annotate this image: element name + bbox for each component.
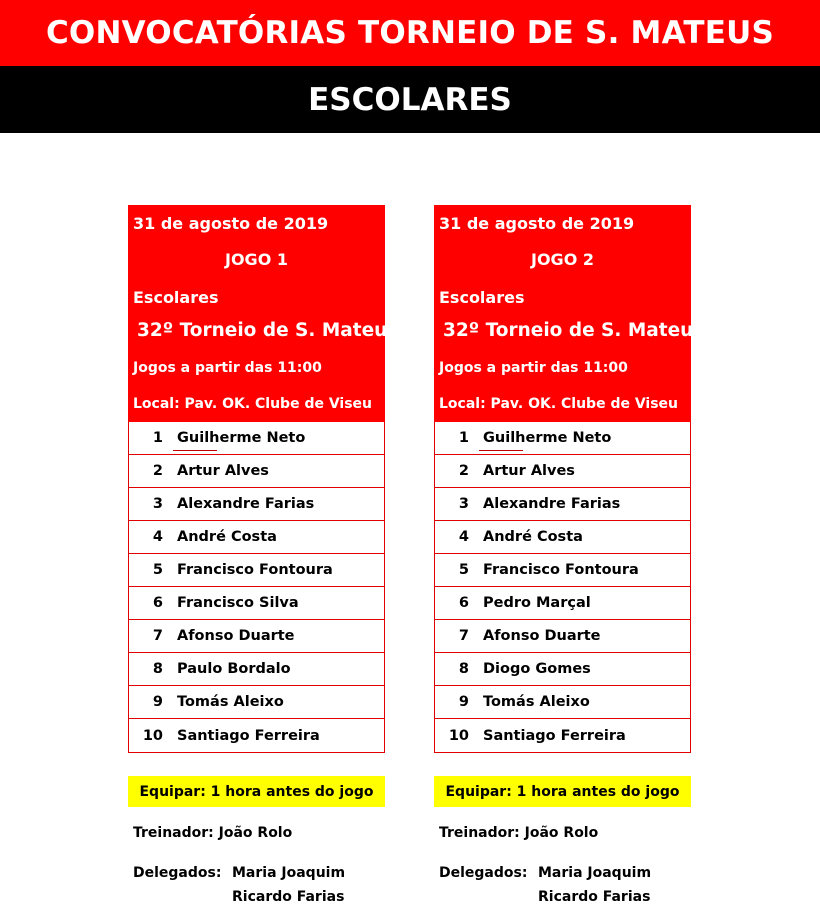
game-number: JOGO 1 xyxy=(225,250,288,269)
equip-note: Equipar: 1 hora antes do jogo xyxy=(434,776,691,807)
player-name: Diogo Gomes xyxy=(483,661,591,677)
banner-subtitle: ESCOLARES xyxy=(0,66,820,133)
player-number: 9 xyxy=(458,694,469,710)
player-name: Afonso Duarte xyxy=(483,628,601,644)
player-number: 4 xyxy=(152,529,163,545)
player-number: 3 xyxy=(458,496,469,512)
player-row xyxy=(129,587,384,620)
delegates-block xyxy=(128,865,385,913)
game-date: 31 de agosto de 2019 xyxy=(133,214,329,233)
coach-line: Treinador: João Rolo xyxy=(133,825,293,841)
delegates-block xyxy=(434,865,691,913)
player-number: 8 xyxy=(458,661,469,677)
game-time: Jogos a partir das 11:00 xyxy=(439,360,628,376)
player-row xyxy=(129,422,384,455)
player-row xyxy=(435,488,690,521)
delegates-label: Delegados: xyxy=(133,865,222,881)
player-name: Artur Alves xyxy=(483,463,575,479)
player-number: 4 xyxy=(458,529,469,545)
player-name: Santiago Ferreira xyxy=(177,727,320,744)
player-number: 3 xyxy=(152,496,163,512)
player-name: Santiago Ferreira xyxy=(483,727,626,744)
player-name: Guilherme Neto xyxy=(177,430,306,446)
player-row xyxy=(129,620,384,653)
player-row xyxy=(435,686,690,719)
player-row xyxy=(129,719,384,752)
player-number: 2 xyxy=(458,463,469,479)
player-number: 5 xyxy=(458,562,469,578)
player-name: Alexandre Farias xyxy=(177,496,315,512)
player-row xyxy=(129,488,384,521)
tournament-name: 32º Torneio de S. Mateus xyxy=(443,320,705,341)
player-row xyxy=(435,422,690,455)
player-name: Francisco Fontoura xyxy=(483,562,639,578)
player-number: 7 xyxy=(458,628,469,644)
player-number: 1 xyxy=(152,430,163,446)
game-header xyxy=(434,205,705,422)
player-number: 1 xyxy=(458,430,469,446)
player-name: Tomás Aleixo xyxy=(483,694,590,710)
player-row xyxy=(435,554,690,587)
player-number: 6 xyxy=(458,595,469,611)
player-row xyxy=(129,521,384,554)
player-name: Afonso Duarte xyxy=(177,628,295,644)
player-number: 8 xyxy=(152,661,163,677)
player-name: Francisco Fontoura xyxy=(177,562,333,578)
game-header xyxy=(128,205,399,422)
game-card-1 xyxy=(128,205,399,913)
game-category: Escolares xyxy=(133,288,219,307)
player-name: Paulo Bordalo xyxy=(177,661,291,677)
player-row xyxy=(435,653,690,686)
player-row xyxy=(435,521,690,554)
player-number: 5 xyxy=(152,562,163,578)
player-name: Tomás Aleixo xyxy=(177,694,284,710)
player-name: Guilherme Neto xyxy=(483,430,612,446)
player-name: Alexandre Farias xyxy=(483,496,621,512)
player-row xyxy=(435,719,690,752)
player-name: Pedro Marçal xyxy=(483,595,591,611)
player-list xyxy=(434,422,691,753)
player-number: 10 xyxy=(142,727,163,744)
delegate-name: Ricardo Farias xyxy=(538,889,651,905)
game-number: JOGO 2 xyxy=(531,250,594,269)
player-row xyxy=(435,587,690,620)
player-number: 10 xyxy=(448,727,469,744)
player-row xyxy=(435,455,690,488)
player-name: Artur Alves xyxy=(177,463,269,479)
game-card-2 xyxy=(434,205,705,913)
game-place: Local: Pav. OK. Clube de Viseu xyxy=(133,396,373,412)
player-row xyxy=(129,554,384,587)
banner-title: CONVOCATÓRIAS TORNEIO DE S. MATEUS xyxy=(0,0,820,66)
player-number: 2 xyxy=(152,463,163,479)
player-row xyxy=(129,686,384,719)
tournament-name: 32º Torneio de S. Mateus xyxy=(137,320,399,341)
game-category: Escolares xyxy=(439,288,525,307)
game-time: Jogos a partir das 11:00 xyxy=(133,360,322,376)
game-date: 31 de agosto de 2019 xyxy=(439,214,635,233)
player-name: Francisco Silva xyxy=(177,595,299,611)
delegate-name: Ricardo Farias xyxy=(232,889,345,905)
delegate-name: Maria Joaquim xyxy=(232,865,346,881)
player-number: 9 xyxy=(152,694,163,710)
player-row xyxy=(129,653,384,686)
player-row xyxy=(129,455,384,488)
delegates-label: Delegados: xyxy=(439,865,528,881)
player-row xyxy=(435,620,690,653)
delegate-name: Maria Joaquim xyxy=(538,865,652,881)
player-list xyxy=(128,422,385,753)
player-number: 7 xyxy=(152,628,163,644)
equip-note: Equipar: 1 hora antes do jogo xyxy=(128,776,385,807)
coach-line: Treinador: João Rolo xyxy=(439,825,599,841)
game-place: Local: Pav. OK. Clube de Viseu xyxy=(439,396,679,412)
player-name: André Costa xyxy=(177,529,277,545)
player-name: André Costa xyxy=(483,529,583,545)
player-number: 6 xyxy=(152,595,163,611)
